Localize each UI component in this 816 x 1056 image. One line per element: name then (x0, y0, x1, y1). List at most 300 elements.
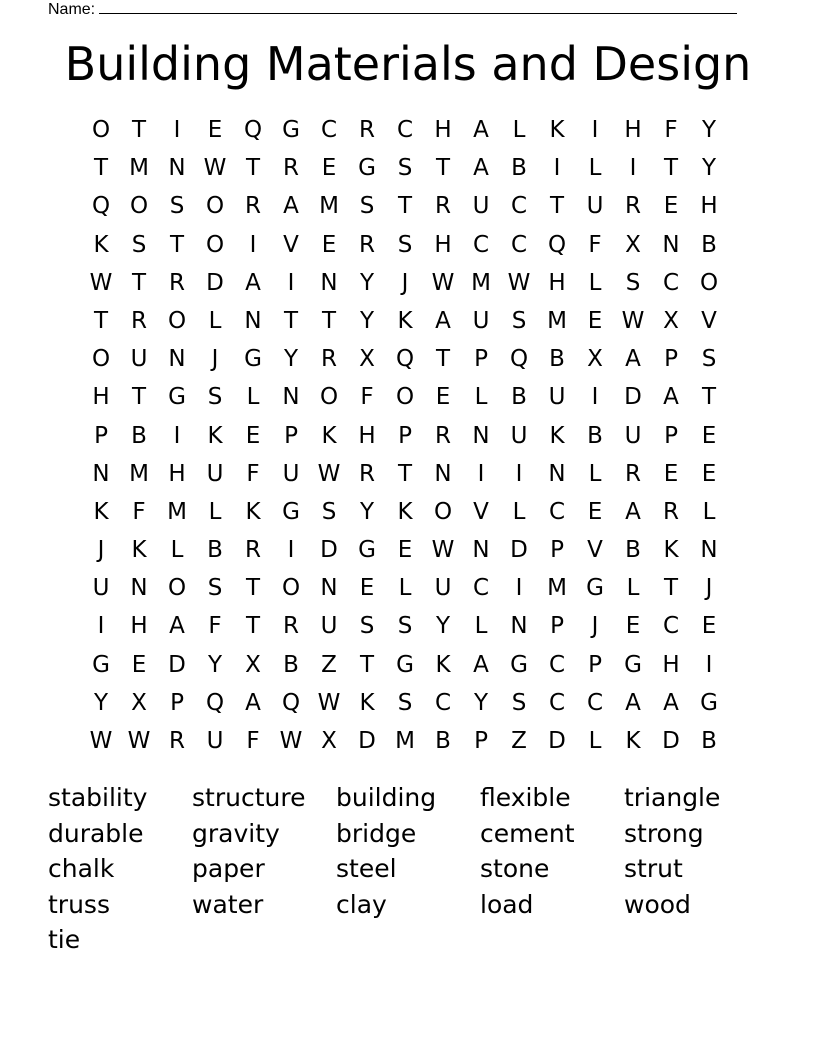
word-list (48, 780, 768, 958)
grid-letter: F (208, 613, 222, 640)
grid-letter: O (167, 307, 187, 334)
grid-letter: E (435, 384, 451, 411)
grid-letter: T (245, 155, 261, 182)
name-label: Name: (48, 1, 96, 18)
grid-letter: E (359, 575, 375, 602)
grid-letter: O (281, 575, 301, 602)
grid-letter: H (624, 117, 642, 143)
grid-letter: S (397, 689, 413, 716)
grid-letter: S (701, 346, 717, 373)
grid-letter: N (244, 307, 262, 334)
grid-letter: S (511, 307, 527, 334)
grid-letter: C (510, 193, 528, 220)
grid-letter: N (548, 460, 566, 487)
grid-letter: A (625, 498, 641, 525)
word-list-item: clay (336, 889, 387, 919)
grid-letter: N (320, 575, 338, 602)
grid-letter: G (92, 651, 110, 678)
grid-letter: S (359, 613, 375, 640)
grid-letter: D (624, 384, 642, 411)
grid-letter: R (169, 728, 185, 754)
grid-letter: U (130, 346, 148, 373)
grid-letter: H (434, 117, 452, 143)
grid-letter: B (131, 422, 147, 449)
grid-letter: T (701, 384, 717, 411)
grid-letter: W (317, 689, 341, 716)
grid-letter: C (548, 498, 566, 525)
grid-letter: T (435, 155, 451, 182)
grid-letter: L (170, 537, 184, 564)
grid-letter: E (207, 117, 223, 143)
grid-letter: P (398, 422, 412, 449)
grid-letter: G (244, 346, 262, 373)
grid-letter: Y (701, 117, 717, 143)
grid-letter: T (283, 307, 299, 334)
grid-letter: P (550, 537, 564, 564)
grid-letter: T (435, 346, 451, 373)
grid-letter: A (283, 193, 299, 220)
grid-letter: D (510, 537, 528, 564)
grid-letter: R (245, 193, 261, 220)
grid-letter: A (663, 689, 679, 716)
grid-letter: A (473, 155, 489, 182)
grid-letter: E (245, 422, 261, 449)
word-list-item: triangle (624, 783, 721, 812)
grid-letter: F (588, 231, 602, 258)
word-list-item: load (480, 889, 534, 919)
grid-letter: C (396, 117, 414, 143)
grid-letter: H (358, 422, 376, 449)
word-list-item: strut (624, 854, 683, 883)
grid-letter: I (173, 117, 181, 143)
grid-letter: Q (395, 346, 415, 373)
grid-letter: R (283, 613, 299, 640)
grid-letter: S (359, 193, 375, 220)
grid-letter: U (624, 422, 642, 449)
grid-letter: C (662, 613, 680, 640)
grid-letter: B (701, 231, 717, 258)
grid-letter: S (397, 613, 413, 640)
grid-letter: J (591, 613, 599, 640)
grid-letter: A (245, 689, 261, 716)
letter-grid (82, 111, 728, 760)
grid-letter: T (245, 575, 261, 602)
grid-letter: Y (359, 498, 375, 525)
grid-letter: I (553, 155, 561, 182)
grid-letter: P (664, 346, 678, 373)
grid-letter: E (625, 613, 641, 640)
grid-letter: W (507, 269, 531, 296)
word-list-item: tie (48, 925, 81, 954)
grid-letter: P (664, 422, 678, 449)
grid-letter: G (168, 384, 186, 411)
grid-letter: Q (509, 346, 529, 373)
grid-letter: N (510, 613, 528, 640)
grid-letter: K (663, 537, 679, 564)
grid-letter: A (245, 269, 261, 296)
grid-letter: I (287, 269, 295, 296)
grid-letter: O (205, 231, 225, 258)
grid-letter: I (705, 651, 713, 678)
grid-letter: T (131, 269, 147, 296)
grid-letter: T (397, 193, 413, 220)
grid-letter: T (321, 307, 337, 334)
grid-letter: K (207, 422, 223, 449)
grid-letter: M (129, 155, 149, 182)
grid-letter: S (169, 193, 185, 220)
grid-letter: G (358, 155, 376, 182)
grid-letter: X (587, 346, 603, 373)
grid-letter: T (663, 575, 679, 602)
grid-letter: R (435, 422, 451, 449)
grid-letter: B (207, 537, 223, 564)
grid-letter: Q (205, 689, 225, 716)
grid-letter: J (97, 537, 105, 564)
grid-letter: K (93, 498, 109, 525)
grid-letter: N (434, 460, 452, 487)
grid-letter: F (246, 728, 260, 754)
grid-letter: N (168, 346, 186, 373)
grid-letter: D (168, 651, 186, 678)
grid-letter: U (282, 460, 300, 487)
grid-letter: X (131, 689, 147, 716)
word-list-item: structure (192, 783, 306, 812)
grid-letter: F (360, 384, 374, 411)
grid-letter: K (625, 728, 641, 754)
grid-letter: V (701, 307, 717, 334)
grid-letter: K (245, 498, 261, 525)
grid-letter: L (474, 384, 488, 411)
grid-letter: B (701, 728, 717, 754)
grid-letter: C (434, 689, 452, 716)
grid-letter: U (206, 728, 224, 754)
grid-letter: L (626, 575, 640, 602)
grid-letter: H (548, 269, 566, 296)
grid-letter: X (625, 231, 641, 258)
grid-letter: A (625, 689, 641, 716)
grid-letter: H (700, 193, 718, 220)
grid-letter: U (510, 422, 528, 449)
grid-letter: I (515, 460, 523, 487)
grid-letter: W (89, 269, 113, 296)
grid-letter: J (401, 269, 409, 296)
grid-letter: E (321, 155, 337, 182)
grid-letter: O (205, 193, 225, 220)
grid-letter: T (359, 651, 375, 678)
grid-letter: S (321, 498, 337, 525)
grid-letter: Y (93, 689, 109, 716)
grid-letter: C (662, 269, 680, 296)
word-list-item: paper (192, 854, 265, 883)
grid-letter: B (511, 155, 527, 182)
grid-letter: K (321, 422, 337, 449)
grid-letter: N (282, 384, 300, 411)
grid-letter: T (245, 613, 261, 640)
grid-letter: C (510, 231, 528, 258)
grid-letter: D (548, 728, 566, 754)
word-list-item: water (192, 889, 264, 919)
grid-letter: R (435, 193, 451, 220)
grid-letter: R (359, 117, 375, 143)
grid-letter: B (549, 346, 565, 373)
word-list-item: building (336, 783, 437, 812)
grid-letter: O (91, 117, 111, 143)
grid-letter: L (588, 269, 602, 296)
grid-letter: T (549, 193, 565, 220)
grid-letter: I (97, 613, 105, 640)
grid-letter: M (129, 460, 149, 487)
grid-letter: Y (207, 651, 223, 678)
grid-letter: G (510, 651, 528, 678)
grid-letter: U (206, 460, 224, 487)
grid-letter: S (131, 231, 147, 258)
grid-letter: R (663, 498, 679, 525)
grid-letter: W (317, 460, 341, 487)
grid-letter: W (279, 728, 303, 754)
grid-letter: Q (547, 231, 567, 258)
word-list-item: steel (336, 854, 397, 883)
grid-letter: K (397, 498, 413, 525)
grid-letter: V (473, 498, 489, 525)
grid-letter: Q (281, 689, 301, 716)
grid-letter: G (586, 575, 604, 602)
grid-letter: L (702, 498, 716, 525)
word-list-item: flexible (480, 783, 571, 812)
grid-letter: O (395, 384, 415, 411)
grid-letter: S (511, 689, 527, 716)
grid-letter: I (249, 231, 257, 258)
grid-letter: L (246, 384, 260, 411)
grid-letter: T (131, 117, 147, 143)
grid-letter: W (621, 307, 645, 334)
grid-letter: O (129, 193, 149, 220)
grid-letter: Q (243, 117, 263, 143)
grid-letter: D (206, 269, 224, 296)
grid-letter: L (512, 498, 526, 525)
grid-letter: P (550, 613, 564, 640)
grid-letter: T (93, 307, 109, 334)
grid-letter: K (359, 689, 375, 716)
word-list-item: chalk (48, 854, 115, 883)
grid-letter: E (701, 460, 717, 487)
grid-letter: Y (701, 155, 717, 182)
word-list-item: bridge (336, 818, 417, 848)
grid-letter: C (472, 575, 490, 602)
grid-letter: I (477, 460, 485, 487)
grid-letter: K (397, 307, 413, 334)
grid-letter: M (319, 193, 339, 220)
grid-letter: U (472, 193, 490, 220)
grid-letter: R (283, 155, 299, 182)
grid-letter: H (168, 460, 186, 487)
grid-letter: E (131, 651, 147, 678)
grid-letter: G (282, 498, 300, 525)
grid-letter: A (625, 346, 641, 373)
grid-letter: B (587, 422, 603, 449)
grid-letter: A (435, 307, 451, 334)
grid-letter: E (397, 537, 413, 564)
grid-letter: O (319, 384, 339, 411)
grid-letter: L (588, 155, 602, 182)
grid-letter: Q (91, 193, 111, 220)
word-list-item: gravity (192, 818, 280, 848)
grid-letter: R (359, 460, 375, 487)
grid-letter: B (625, 537, 641, 564)
grid-letter: S (397, 155, 413, 182)
grid-letter: O (433, 498, 453, 525)
grid-letter: U (472, 307, 490, 334)
word-list-item: truss (48, 889, 110, 919)
grid-letter: S (397, 231, 413, 258)
grid-letter: C (472, 231, 490, 258)
grid-letter: E (587, 498, 603, 525)
word-list-item: strong (624, 818, 704, 848)
grid-letter: A (663, 384, 679, 411)
grid-letter: D (662, 728, 680, 754)
grid-letter: L (398, 575, 412, 602)
grid-letter: X (663, 307, 679, 334)
grid-letter: A (169, 613, 185, 640)
grid-letter: Y (283, 346, 299, 373)
name-field-line (48, 0, 737, 20)
grid-letter: I (287, 537, 295, 564)
grid-letter: L (588, 728, 602, 754)
grid-letter: R (131, 307, 147, 334)
grid-letter: L (208, 307, 222, 334)
grid-letter: C (320, 117, 338, 143)
grid-letter: P (588, 651, 602, 678)
grid-letter: F (246, 460, 260, 487)
grid-letter: E (587, 307, 603, 334)
grid-letter: H (662, 651, 680, 678)
grid-letter: R (245, 537, 261, 564)
word-list-item: stability (48, 783, 148, 812)
grid-letter: N (92, 460, 110, 487)
word-list-item: cement (480, 818, 575, 848)
grid-letter: E (701, 422, 717, 449)
grid-letter: O (699, 269, 719, 296)
grid-letter: U (320, 613, 338, 640)
grid-letter: M (547, 575, 567, 602)
grid-letter: U (586, 193, 604, 220)
grid-letter: K (549, 422, 565, 449)
grid-letter: X (321, 728, 337, 754)
grid-letter: T (93, 155, 109, 182)
grid-letter: O (167, 575, 187, 602)
word-list-item: wood (624, 889, 691, 919)
grid-letter: U (434, 575, 452, 602)
grid-letter: N (472, 422, 490, 449)
grid-letter: T (131, 384, 147, 411)
grid-letter: N (662, 231, 680, 258)
grid-letter: I (515, 575, 523, 602)
grid-letter: H (434, 231, 452, 258)
grid-letter: L (512, 117, 526, 143)
grid-letter: C (548, 651, 566, 678)
grid-letter: T (663, 155, 679, 182)
grid-letter: Y (473, 689, 489, 716)
word-list-item: stone (480, 854, 550, 883)
name-blank-line (99, 0, 737, 14)
word-list-item: durable (48, 818, 144, 848)
grid-letter: V (587, 537, 603, 564)
grid-letter: Y (435, 613, 451, 640)
grid-letter: S (207, 384, 223, 411)
grid-letter: C (586, 689, 604, 716)
grid-letter: N (168, 155, 186, 182)
grid-letter: G (358, 537, 376, 564)
grid-letter: P (474, 728, 488, 754)
grid-letter: B (435, 728, 451, 754)
grid-letter: A (473, 651, 489, 678)
grid-letter: Z (321, 651, 337, 678)
grid-letter: J (705, 575, 713, 602)
grid-letter: P (284, 422, 298, 449)
grid-letter: K (435, 651, 451, 678)
grid-letter: X (359, 346, 375, 373)
grid-letter: W (127, 728, 151, 754)
grid-letter: M (547, 307, 567, 334)
grid-letter: T (397, 460, 413, 487)
grid-letter: P (474, 346, 488, 373)
grid-letter: P (170, 689, 184, 716)
grid-letter: J (211, 346, 219, 373)
grid-letter: A (473, 117, 489, 143)
grid-letter: I (591, 117, 599, 143)
grid-letter: W (89, 728, 113, 754)
grid-letter: M (395, 728, 415, 754)
grid-letter: G (396, 651, 414, 678)
grid-letter: G (282, 117, 300, 143)
grid-letter: E (663, 460, 679, 487)
grid-letter: R (169, 269, 185, 296)
grid-letter: B (283, 651, 299, 678)
grid-letter: D (358, 728, 376, 754)
grid-letter: L (208, 498, 222, 525)
grid-letter: S (207, 575, 223, 602)
grid-letter: K (549, 117, 565, 143)
grid-letter: U (548, 384, 566, 411)
grid-letter: U (92, 575, 110, 602)
grid-letter: I (591, 384, 599, 411)
grid-letter: Y (359, 307, 375, 334)
grid-letter: R (625, 193, 641, 220)
grid-letter: O (91, 346, 111, 373)
grid-letter: C (548, 689, 566, 716)
grid-letter: M (471, 269, 491, 296)
grid-letter: S (625, 269, 641, 296)
grid-letter: Z (511, 728, 527, 754)
grid-letter: R (359, 231, 375, 258)
grid-letter: F (132, 498, 146, 525)
grid-letter: F (664, 117, 678, 143)
grid-letter: N (130, 575, 148, 602)
grid-letter: E (663, 193, 679, 220)
grid-letter: B (511, 384, 527, 411)
grid-letter: P (94, 422, 108, 449)
grid-letter: R (321, 346, 337, 373)
grid-letter: N (320, 269, 338, 296)
grid-letter: L (588, 460, 602, 487)
grid-letter: V (283, 231, 299, 258)
grid-letter: N (700, 537, 718, 564)
grid-letter: N (472, 537, 490, 564)
grid-letter: W (203, 155, 227, 182)
grid-letter: H (92, 384, 110, 411)
grid-letter: K (131, 537, 147, 564)
grid-letter: K (93, 231, 109, 258)
grid-letter: W (431, 269, 455, 296)
